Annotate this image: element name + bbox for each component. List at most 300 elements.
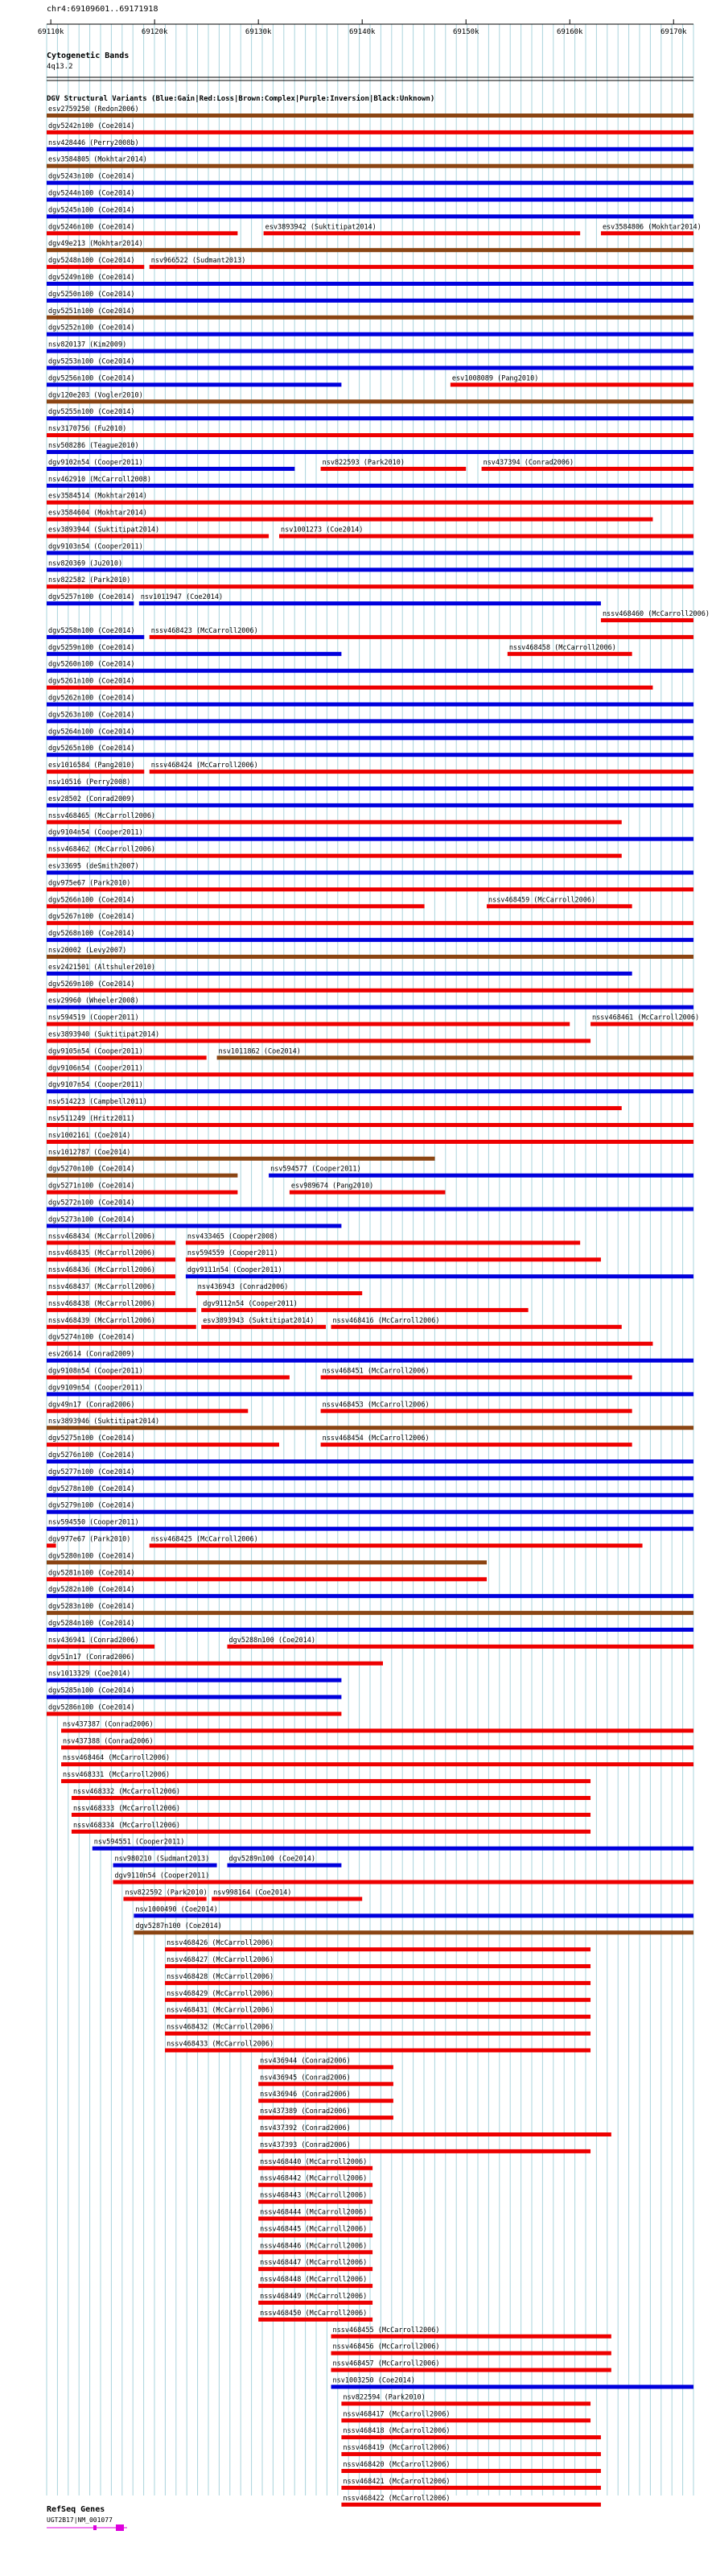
variant-label: nssv468442 (McCarroll2006) bbox=[260, 2174, 368, 2183]
variant-label: dgv9103n54 (Cooper2011) bbox=[48, 543, 143, 551]
variant-label: dgv5265n100 (Coe2014) bbox=[48, 745, 135, 753]
variant-bar bbox=[258, 2200, 372, 2204]
variant-label: nsv511249 (Hritz2011) bbox=[48, 1115, 135, 1123]
variant-bar bbox=[258, 2149, 590, 2153]
variant-label: nssv468331 (McCarroll2006) bbox=[63, 1771, 171, 1780]
variant-bar bbox=[47, 1308, 196, 1312]
variant-label: nssv468444 (McCarroll2006) bbox=[260, 2208, 368, 2217]
variant-bar bbox=[47, 181, 693, 185]
variant-label: nsv436946 (Conrad2006) bbox=[260, 2091, 351, 2099]
variant-label: nssv468446 (McCarroll2006) bbox=[260, 2242, 368, 2251]
variant-label: nsv822593 (Park2010) bbox=[322, 458, 405, 467]
variant-bar bbox=[47, 1208, 693, 1212]
variant-label: dgv5275n100 (Coe2014) bbox=[48, 1435, 135, 1443]
variant-bar bbox=[47, 164, 693, 168]
variant-bar bbox=[47, 130, 693, 134]
variant-bar bbox=[61, 1728, 693, 1732]
variant-label: nssv468435 (McCarroll2006) bbox=[48, 1249, 156, 1258]
variant-bar bbox=[47, 1291, 175, 1295]
variant-bar bbox=[321, 467, 467, 471]
variant-label: nssv468332 (McCarroll2006) bbox=[72, 1788, 181, 1796]
variant-bar bbox=[47, 770, 144, 774]
variant-label: nssv468417 (McCarroll2006) bbox=[343, 2410, 451, 2419]
variant-label: esv2759250 (Redon2006) bbox=[48, 105, 139, 114]
variant-bar bbox=[47, 989, 693, 993]
variant-bar bbox=[212, 1897, 362, 1901]
variant-bar bbox=[331, 2385, 693, 2389]
variant-bar bbox=[47, 450, 693, 454]
variant-bar bbox=[47, 1476, 693, 1480]
variant-bar bbox=[47, 1022, 570, 1026]
variant-label: esv26614 (Conrad2009) bbox=[48, 1350, 135, 1359]
variant-label: nsv433465 (Cooper2008) bbox=[187, 1232, 278, 1241]
variant-bar bbox=[47, 786, 693, 791]
gene-exon bbox=[93, 2525, 97, 2530]
variant-bar bbox=[47, 854, 622, 858]
variant-bar bbox=[47, 332, 693, 336]
variant-bar bbox=[341, 2486, 601, 2490]
variant-bar bbox=[47, 652, 341, 656]
variant-bar bbox=[47, 1594, 693, 1598]
refseq-title: RefSeq Genes bbox=[47, 2505, 105, 2514]
variant-bar bbox=[47, 501, 693, 505]
cytoband-title: Cytogenetic Bands bbox=[47, 52, 130, 60]
variant-bar bbox=[47, 214, 693, 218]
variant-bar bbox=[165, 2032, 590, 2036]
variant-bar bbox=[258, 2132, 611, 2136]
variant-bar bbox=[47, 871, 693, 875]
variant-bar bbox=[47, 1544, 56, 1548]
variant-bar bbox=[47, 1157, 435, 1161]
variant-label: dgv5273n100 (Coe2014) bbox=[48, 1216, 135, 1224]
variant-label: dgv5257n100 (Coe2014) bbox=[48, 593, 135, 602]
variant-label: nssv468447 (McCarroll2006) bbox=[260, 2259, 368, 2268]
variant-label: nssv468333 (McCarroll2006) bbox=[72, 1804, 181, 1813]
variant-label: dgv5243n100 (Coe2014) bbox=[48, 172, 135, 181]
variant-label: dgv120e203 (Vogler2010) bbox=[48, 391, 143, 400]
variant-label: nssv468455 (McCarroll2006) bbox=[332, 2326, 440, 2334]
variant-label: nsv998164 (Coe2014) bbox=[213, 1889, 292, 1897]
variant-bar bbox=[47, 1443, 279, 1447]
variant-label: nsv594519 (Cooper2011) bbox=[48, 1013, 139, 1022]
variant-label: nsv10516 (Perry2008) bbox=[48, 778, 131, 786]
variant-bar bbox=[61, 1745, 693, 1749]
variant-label: dgv5279n100 (Coe2014) bbox=[48, 1501, 135, 1510]
variant-bar bbox=[217, 1055, 693, 1059]
variant-label: dgv5263n100 (Coe2014) bbox=[48, 711, 135, 720]
variant-label: dgv51n17 (Conrad2006) bbox=[48, 1653, 135, 1662]
variant-label: nssv468423 (McCarroll2006) bbox=[150, 626, 258, 635]
variant-label: nsv1000490 (Coe2014) bbox=[135, 1905, 218, 1914]
ruler-tick-label: 69140k bbox=[348, 28, 376, 36]
variant-bar bbox=[47, 938, 693, 942]
variant-bar bbox=[72, 1796, 590, 1800]
variant-label: esv3584806 (Mokhtar2014) bbox=[602, 223, 702, 232]
variant-label: dgv49e213 (Mokhtar2014) bbox=[48, 240, 143, 249]
variant-bar bbox=[47, 433, 693, 437]
variant-bar bbox=[165, 1947, 590, 1951]
variant-label: nssv468440 (McCarroll2006) bbox=[260, 2157, 368, 2166]
variant-label: nssv468445 (McCarroll2006) bbox=[260, 2225, 368, 2234]
variant-bar bbox=[201, 1325, 326, 1329]
variant-label: dgv5246n100 (Coe2014) bbox=[48, 223, 135, 232]
variant-label: esv28502 (Conrad2009) bbox=[48, 795, 135, 803]
variant-bar bbox=[47, 1376, 290, 1380]
variant-label: nsv820369 (Ju2010) bbox=[48, 559, 123, 568]
variant-label: dgv5245n100 (Coe2014) bbox=[48, 206, 135, 215]
variant-label: nssv468450 (McCarroll2006) bbox=[260, 2309, 368, 2318]
variant-bar bbox=[47, 1241, 175, 1245]
ruler-tick-label: 69130k bbox=[245, 28, 272, 36]
variant-label: dgv5264n100 (Coe2014) bbox=[48, 728, 135, 737]
variant-bar bbox=[47, 584, 693, 588]
variant-bar bbox=[258, 2301, 372, 2305]
variant-bar bbox=[150, 1544, 643, 1548]
variant-bar bbox=[321, 1376, 632, 1380]
variant-bar bbox=[47, 803, 693, 807]
cytoband-label: 4q13.2 bbox=[47, 63, 73, 71]
variant-label: dgv5276n100 (Coe2014) bbox=[48, 1451, 135, 1459]
variant-label: nssv468464 (McCarroll2006) bbox=[63, 1754, 171, 1763]
variant-label: nssv468420 (McCarroll2006) bbox=[343, 2461, 451, 2469]
ruler-tick-label: 69110k bbox=[37, 28, 64, 36]
variant-bar bbox=[61, 1779, 590, 1783]
variant-bar bbox=[47, 736, 693, 740]
variant-label: dgv49n17 (Conrad2006) bbox=[48, 1401, 135, 1410]
variant-label: nsv436943 (Conrad2006) bbox=[197, 1283, 289, 1291]
variant-bar bbox=[47, 753, 693, 757]
variant-bar bbox=[47, 265, 144, 269]
variant-bar bbox=[201, 1308, 528, 1312]
variant-label: dgv977e67 (Park2010) bbox=[48, 1535, 131, 1544]
variant-label: dgv9108n54 (Cooper2011) bbox=[48, 1367, 143, 1376]
variant-label: dgv5287n100 (Coe2014) bbox=[135, 1922, 222, 1931]
variant-bar bbox=[341, 2401, 590, 2405]
variant-bar bbox=[150, 770, 693, 774]
variant-label: esv989674 (Pang2010) bbox=[290, 1182, 374, 1191]
variant-bar bbox=[258, 2183, 372, 2187]
variant-bar bbox=[47, 1089, 693, 1093]
variant-bar bbox=[601, 231, 693, 235]
variant-label: nsv514223 (Campbell2011) bbox=[48, 1098, 147, 1107]
variant-bar bbox=[47, 1510, 693, 1514]
variant-label: nsv966522 (Sudmant2013) bbox=[150, 257, 246, 266]
variant-bar bbox=[47, 1191, 237, 1195]
variant-label: esv3893943 (Suktitipat2014) bbox=[203, 1316, 315, 1325]
variant-label: nssv468433 (McCarroll2006) bbox=[167, 2040, 274, 2049]
variant-label: nsv3893946 (Suktitipat2014) bbox=[48, 1418, 160, 1426]
variant-label: dgv9110n54 (Cooper2011) bbox=[114, 1872, 210, 1880]
variant-bar bbox=[269, 1174, 693, 1178]
variant-label: nssv468426 (McCarroll2006) bbox=[167, 1939, 274, 1948]
variant-label: dgv9107n54 (Cooper2011) bbox=[48, 1081, 143, 1090]
variant-bar bbox=[258, 2318, 372, 2322]
variant-label: dgv5255n100 (Coe2014) bbox=[48, 408, 135, 417]
variant-label: nssv468459 (McCarroll2006) bbox=[488, 896, 596, 905]
variant-label: nssv468418 (McCarroll2006) bbox=[343, 2427, 451, 2436]
variant-label: dgv5286n100 (Coe2014) bbox=[48, 1703, 135, 1712]
variant-label: nssv468416 (McCarroll2006) bbox=[332, 1316, 440, 1325]
variant-label: dgv5244n100 (Coe2014) bbox=[48, 189, 135, 198]
variant-label: nssv468456 (McCarroll2006) bbox=[332, 2343, 440, 2351]
variant-bar bbox=[590, 1022, 693, 1026]
variant-label: nsv594577 (Cooper2011) bbox=[270, 1165, 361, 1174]
variant-bar bbox=[227, 1864, 341, 1868]
variant-bar bbox=[331, 2368, 611, 2372]
variant-bar bbox=[258, 2116, 393, 2120]
variant-label: dgv5253n100 (Coe2014) bbox=[48, 357, 135, 366]
variant-bar bbox=[47, 366, 693, 370]
variant-label: nsv508286 (Teague2010) bbox=[48, 442, 139, 450]
variant-label: dgv5267n100 (Coe2014) bbox=[48, 913, 135, 922]
variant-label: nssv468460 (McCarroll2006) bbox=[602, 610, 710, 618]
variant-label: nssv468422 (McCarroll2006) bbox=[343, 2494, 451, 2503]
variant-bar bbox=[47, 416, 693, 420]
variant-bar bbox=[341, 2469, 601, 2473]
variant-bar bbox=[47, 1527, 693, 1531]
variant-bar bbox=[258, 2082, 393, 2086]
variant-bar bbox=[47, 316, 693, 320]
variant-label: dgv5280n100 (Coe2014) bbox=[48, 1552, 135, 1561]
variant-label: dgv5248n100 (Coe2014) bbox=[48, 257, 135, 266]
variant-label: nssv468461 (McCarroll2006) bbox=[592, 1013, 700, 1022]
ruler-tick-label: 69120k bbox=[141, 28, 168, 36]
variant-label: nssv468429 (McCarroll2006) bbox=[167, 1989, 274, 1998]
variant-bar bbox=[47, 1392, 693, 1396]
sv-track-title: DGV Structural Variants (Blue:Gain|Red:Loss|Brown:Complex|Purple:Inversion|Black:Unknown) bbox=[47, 95, 435, 103]
variant-bar bbox=[601, 618, 693, 622]
variant-bar bbox=[258, 2267, 372, 2271]
variant-label: nssv468439 (McCarroll2006) bbox=[48, 1316, 156, 1325]
variant-bar bbox=[47, 568, 693, 572]
variant-bar bbox=[341, 2503, 601, 2507]
variant-bar bbox=[47, 114, 693, 118]
ruler-tick-label: 69150k bbox=[452, 28, 479, 36]
variant-label: esv1008089 (Pang2010) bbox=[451, 374, 539, 383]
variant-label: dgv9109n54 (Cooper2011) bbox=[48, 1384, 143, 1393]
variant-label: nssv468462 (McCarroll2006) bbox=[48, 845, 156, 854]
variant-bar bbox=[61, 1762, 693, 1766]
variant-bar bbox=[321, 1443, 632, 1447]
variant-label: dgv5256n100 (Coe2014) bbox=[48, 374, 135, 383]
variant-bar bbox=[47, 669, 693, 673]
variant-label: esv3893942 (Suktitipat2014) bbox=[265, 223, 377, 232]
variant-label: nsv3170756 (Fu2010) bbox=[48, 425, 127, 434]
variant-bar bbox=[487, 904, 632, 908]
variant-bar bbox=[290, 1191, 446, 1195]
variant-label: nssv468428 (McCarroll2006) bbox=[167, 1972, 274, 1981]
variant-bar bbox=[341, 2452, 601, 2456]
variant-bar bbox=[258, 2217, 372, 2221]
variant-label: nssv468454 (McCarroll2006) bbox=[322, 1435, 430, 1443]
variant-bar bbox=[186, 1257, 601, 1261]
variant-bar bbox=[47, 1678, 341, 1682]
variant-label: nsv1011862 (Coe2014) bbox=[218, 1047, 301, 1056]
variant-label: nssv468434 (McCarroll2006) bbox=[48, 1232, 156, 1241]
variant-bar bbox=[508, 652, 632, 656]
ruler-tick-label: 69160k bbox=[556, 28, 583, 36]
variant-label: nsv1013329 (Coe2014) bbox=[48, 1670, 131, 1678]
variant-label: dgv5289n100 (Coe2014) bbox=[228, 1855, 315, 1864]
variant-label: dgv5283n100 (Coe2014) bbox=[48, 1603, 135, 1612]
variant-bar bbox=[47, 1645, 154, 1649]
variant-bar bbox=[47, 1174, 237, 1178]
variant-bar bbox=[47, 904, 425, 908]
variant-label: dgv5252n100 (Coe2014) bbox=[48, 324, 135, 332]
variant-bar bbox=[47, 1662, 383, 1666]
variant-bar bbox=[331, 2351, 611, 2355]
variant-bar bbox=[331, 1325, 621, 1329]
variant-label: dgv9111n54 (Cooper2011) bbox=[187, 1266, 282, 1275]
variant-bar bbox=[47, 1359, 693, 1363]
variant-bar bbox=[47, 198, 693, 202]
variant-label: esv3584514 (Mokhtar2014) bbox=[48, 492, 147, 501]
variant-label: dgv5282n100 (Coe2014) bbox=[48, 1586, 135, 1595]
variant-label: dgv5278n100 (Coe2014) bbox=[48, 1484, 135, 1493]
variant-bar bbox=[331, 2334, 611, 2339]
variant-label: dgv5262n100 (Coe2014) bbox=[48, 694, 135, 703]
variant-label: nssv468419 (McCarroll2006) bbox=[343, 2444, 451, 2453]
variant-bar bbox=[47, 551, 693, 555]
variant-label: nsv20002 (Levy2007) bbox=[48, 947, 127, 955]
variant-bar bbox=[47, 1628, 693, 1632]
variant-bar bbox=[113, 1864, 217, 1868]
ruler-tick-label: 69170k bbox=[660, 28, 687, 36]
variant-label: dgv5261n100 (Coe2014) bbox=[48, 677, 135, 686]
variant-label: esv3584805 (Mokhtar2014) bbox=[48, 155, 147, 164]
variant-bar bbox=[47, 1257, 175, 1261]
variant-label: dgv5284n100 (Coe2014) bbox=[48, 1620, 135, 1628]
variant-label: nssv468431 (McCarroll2006) bbox=[167, 2006, 274, 2015]
variant-bar bbox=[165, 1981, 590, 1985]
variant-bar bbox=[47, 1140, 693, 1144]
variant-label: dgv5288n100 (Coe2014) bbox=[228, 1636, 315, 1645]
variant-bar bbox=[47, 703, 693, 707]
variant-bar bbox=[47, 299, 693, 303]
variant-bar bbox=[186, 1274, 693, 1278]
variant-bar bbox=[227, 1645, 693, 1649]
variant-label: dgv5242n100 (Coe2014) bbox=[48, 122, 135, 130]
variant-label: nsv437388 (Conrad2006) bbox=[63, 1737, 154, 1746]
variant-bar bbox=[134, 1913, 693, 1918]
variant-label: dgv5281n100 (Coe2014) bbox=[48, 1569, 135, 1578]
variant-label: nssv468451 (McCarroll2006) bbox=[322, 1367, 430, 1376]
variant-label: dgv5249n100 (Coe2014) bbox=[48, 274, 135, 282]
variant-bar bbox=[47, 1055, 207, 1059]
variant-bar bbox=[123, 1897, 206, 1901]
variant-label: nsv436945 (Conrad2006) bbox=[260, 2074, 351, 2083]
variant-label: nssv468443 (McCarroll2006) bbox=[260, 2191, 368, 2200]
variant-label: dgv5268n100 (Coe2014) bbox=[48, 930, 135, 939]
variant-label: nsv594550 (Cooper2011) bbox=[48, 1518, 139, 1527]
variant-bar bbox=[451, 382, 693, 386]
variant-label: nsv1001273 (Coe2014) bbox=[280, 526, 364, 535]
variant-label: dgv5258n100 (Coe2014) bbox=[48, 626, 135, 635]
variant-label: nssv468449 (McCarroll2006) bbox=[260, 2293, 368, 2301]
variant-label: nsv594559 (Cooper2011) bbox=[187, 1249, 278, 1258]
variant-label: nsv437394 (Conrad2006) bbox=[483, 458, 574, 467]
variant-bar bbox=[258, 2099, 393, 2103]
variant-label: dgv5277n100 (Coe2014) bbox=[48, 1468, 135, 1476]
variant-label: nssv468453 (McCarroll2006) bbox=[322, 1401, 430, 1410]
variant-label: nsv437392 (Conrad2006) bbox=[260, 2124, 351, 2132]
variant-label: dgv5250n100 (Coe2014) bbox=[48, 290, 135, 299]
variant-bar bbox=[321, 1409, 632, 1413]
variant-bar bbox=[279, 535, 693, 539]
variant-bar bbox=[258, 2166, 372, 2170]
variant-bar bbox=[47, 1493, 693, 1497]
variant-label: dgv5251n100 (Coe2014) bbox=[48, 307, 135, 316]
variant-bar bbox=[47, 1224, 341, 1228]
variant-label: dgv5285n100 (Coe2014) bbox=[48, 1686, 135, 1695]
variant-label: nsv437389 (Conrad2006) bbox=[260, 2107, 351, 2116]
variant-label: dgv5266n100 (Coe2014) bbox=[48, 896, 135, 905]
variant-bar bbox=[47, 518, 652, 522]
variant-bar bbox=[47, 1039, 590, 1043]
variant-bar bbox=[47, 1274, 175, 1278]
variant-label: esv3584604 (Mokhtar2014) bbox=[48, 509, 147, 518]
variant-bar bbox=[47, 1005, 693, 1009]
variant-bar bbox=[47, 349, 693, 353]
variant-label: nssv468458 (McCarroll2006) bbox=[508, 643, 616, 652]
variant-bar bbox=[341, 2435, 601, 2439]
variant-bar bbox=[165, 1998, 590, 2002]
variant-label: dgv5259n100 (Coe2014) bbox=[48, 643, 135, 652]
variant-bar bbox=[47, 1426, 693, 1430]
variant-bar bbox=[47, 972, 632, 976]
variant-bar bbox=[165, 2015, 590, 2019]
variant-label: esv33695 (deSmith2007) bbox=[48, 862, 139, 871]
variant-label: nssv468427 (McCarroll2006) bbox=[167, 1956, 274, 1964]
variant-label: nsv822592 (Park2010) bbox=[125, 1889, 208, 1897]
variant-label: nsv462910 (McCarroll2008) bbox=[48, 475, 151, 484]
variant-label: nsv1003250 (Coe2014) bbox=[332, 2376, 415, 2385]
variant-bar bbox=[47, 820, 622, 824]
variant-label: nssv468334 (McCarroll2006) bbox=[72, 1821, 181, 1830]
variant-label: esv2421501 (Altshuler2010) bbox=[48, 963, 156, 972]
variant-label: dgv5274n100 (Coe2014) bbox=[48, 1333, 135, 1342]
variant-label: nssv468437 (McCarroll2006) bbox=[48, 1283, 156, 1291]
variant-bar bbox=[186, 1241, 580, 1245]
variant-bar bbox=[47, 686, 652, 690]
variant-bar bbox=[47, 1106, 622, 1110]
variant-label: nsv428446 (Perry2008b) bbox=[48, 138, 139, 147]
variant-bar bbox=[139, 601, 601, 605]
variant-label: nssv468438 (McCarroll2006) bbox=[48, 1299, 156, 1308]
variant-label: esv3893944 (Suktitipat2014) bbox=[48, 526, 160, 535]
variant-bar bbox=[113, 1880, 693, 1885]
variant-bar bbox=[165, 1964, 590, 1968]
variant-bar bbox=[47, 719, 693, 723]
variant-label: nsv437393 (Conrad2006) bbox=[260, 2140, 351, 2149]
variant-label: nsv1012787 (Coe2014) bbox=[48, 1148, 131, 1157]
variant-bar bbox=[47, 887, 693, 891]
refseq-gene-label: UGT2B17|NM_001077 bbox=[47, 2516, 113, 2524]
variant-label: nsv1011947 (Coe2014) bbox=[140, 593, 224, 602]
variant-bar bbox=[47, 282, 693, 286]
variant-bar bbox=[47, 248, 693, 252]
variant-bar bbox=[341, 2418, 590, 2422]
variant-label: dgv5271n100 (Coe2014) bbox=[48, 1182, 135, 1191]
variant-bar bbox=[47, 635, 144, 639]
variant-label: nssv468436 (McCarroll2006) bbox=[48, 1266, 156, 1275]
variant-bar bbox=[47, 1409, 248, 1413]
variant-bar bbox=[72, 1830, 590, 1834]
variant-label: dgv9102n54 (Cooper2011) bbox=[48, 458, 143, 467]
variant-label: dgv975e67 (Park2010) bbox=[48, 879, 131, 888]
variant-label: dgv9112n54 (Cooper2011) bbox=[203, 1299, 298, 1308]
variant-label: dgv5270n100 (Coe2014) bbox=[48, 1165, 135, 1174]
